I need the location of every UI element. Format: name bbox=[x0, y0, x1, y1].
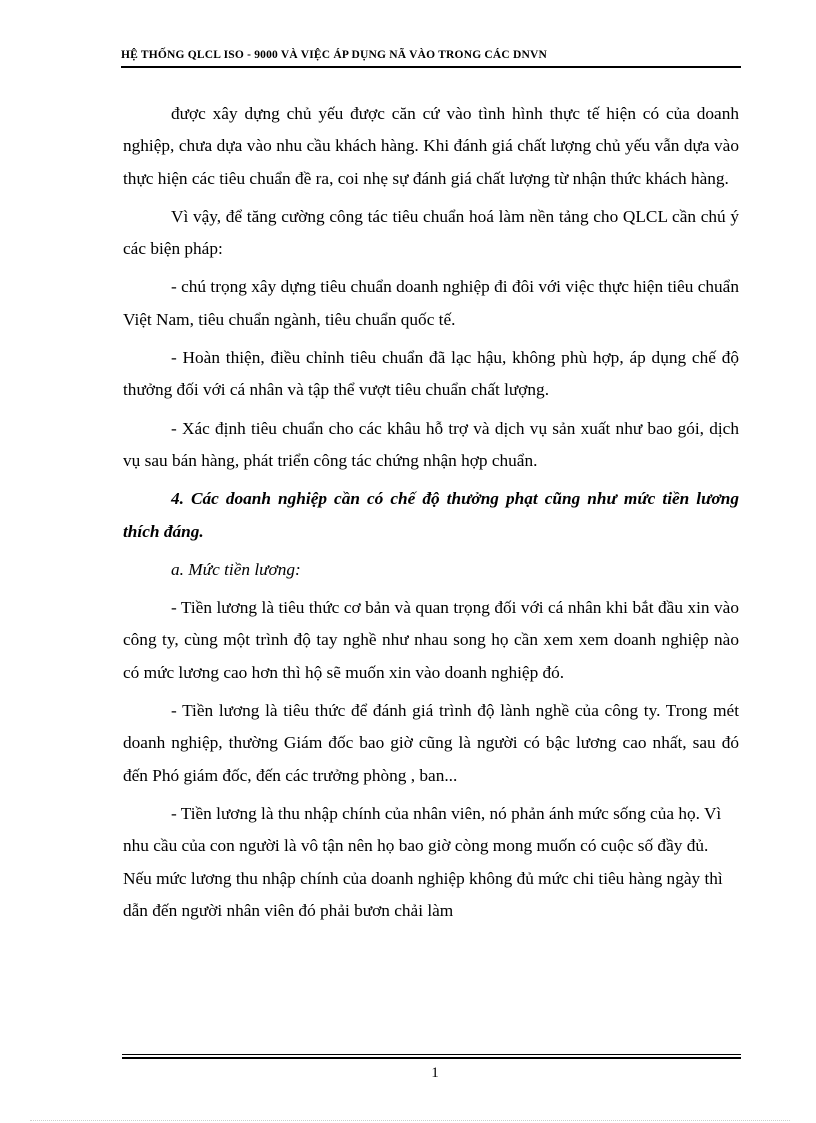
bullet-improve-standards: - Hoàn thiện, điều chỉnh tiêu chuẩn đã lạc hậu, không phù hợp, áp dụng chế độ thưởng đối với cá nhân và tập thể vượt tiêu chuẩn chất lượng. bbox=[123, 348, 739, 400]
bullet-salary-income: - Tiền lương là thu nhập chính của nhân viên, nó phản ánh mức sống của họ. Vì nhu cầu của con người là vô tận nên họ bao giờ còng mong muốn có cuộc số đầy đủ. Nếu mức lương thu nhập chính của doanh nghiệp không đủ mức chi tiêu hàng ngày thì dẫn đến người nhân viên đó phải bươn chải làm bbox=[123, 803, 723, 920]
subheading-salary-level: a. Mức tiền lương: bbox=[171, 559, 301, 579]
page-bottom-edge bbox=[30, 1120, 790, 1121]
document-body bbox=[123, 98, 739, 933]
bullet-standards: - chú trọng xây dựng tiêu chuẩn doanh nghiệp đi đôi với việc thực hiện tiêu chuẩn Việt Nam, tiêu chuẩn ngành, tiêu chuẩn quốc tế. bbox=[123, 277, 739, 329]
bullet-salary-skill: - Tiền lương là tiêu thức để đánh giá trình độ lành nghề của công ty. Trong mét doanh nghiệp, thường Giám đốc bao giờ cũng là người có bậc lương cao nhất, sau đó đến Phó giám đốc, đến các trưởng phòng , ban... bbox=[123, 701, 739, 785]
bullet-salary-basic: - Tiền lương là tiêu thức cơ bản và quan trọng đối với cá nhân khi bắt đầu xin vào công ty, cùng một trình độ tay nghề như nhau song họ cần xem xem doanh nghiệp nào có mức lương cao hơn thì hộ sẽ muốn xin vào doanh nghiệp đó. bbox=[123, 598, 739, 682]
running-header: HỆ THỐNG QLCL ISO - 9000 VÀ VIỆC ÁP DỤNG NÃ VÀO TRONG CÁC DNVN bbox=[121, 49, 548, 61]
footer-rule-thin bbox=[122, 1054, 741, 1055]
paragraph-continuation: được xây dựng chủ yếu được căn cứ vào tình hình thực tế hiện có của doanh nghiệp, chưa dựa vào nhu cầu khách hàng. Khi đánh giá chất lượng chủ yếu vẫn dựa vào thực hiện các tiêu chuẩn đề ra, coi nhẹ sự đánh giá chất lượng từ nhận thức khách hàng. bbox=[123, 104, 739, 188]
bullet-support-services: - Xác định tiêu chuẩn cho các khâu hỗ trợ và dịch vụ sản xuất như bao gói, dịch vụ sau bán hàng, phát triển công tác chứng nhận hợp chuẩn. bbox=[123, 418, 739, 470]
paragraph-measures-intro: Vì vậy, để tăng cường công tác tiêu chuẩn hoá làm nền tảng cho QLCL cần chú ý các biện pháp: bbox=[123, 206, 739, 259]
section-heading-4: 4. Các doanh nghiệp cần có chế độ thưởng phạt cũng như mức tiền lương thích đáng. bbox=[123, 489, 739, 541]
header-rule bbox=[121, 66, 741, 68]
footer-rule-thick bbox=[122, 1057, 741, 1059]
page-number: 1 bbox=[431, 1065, 439, 1081]
